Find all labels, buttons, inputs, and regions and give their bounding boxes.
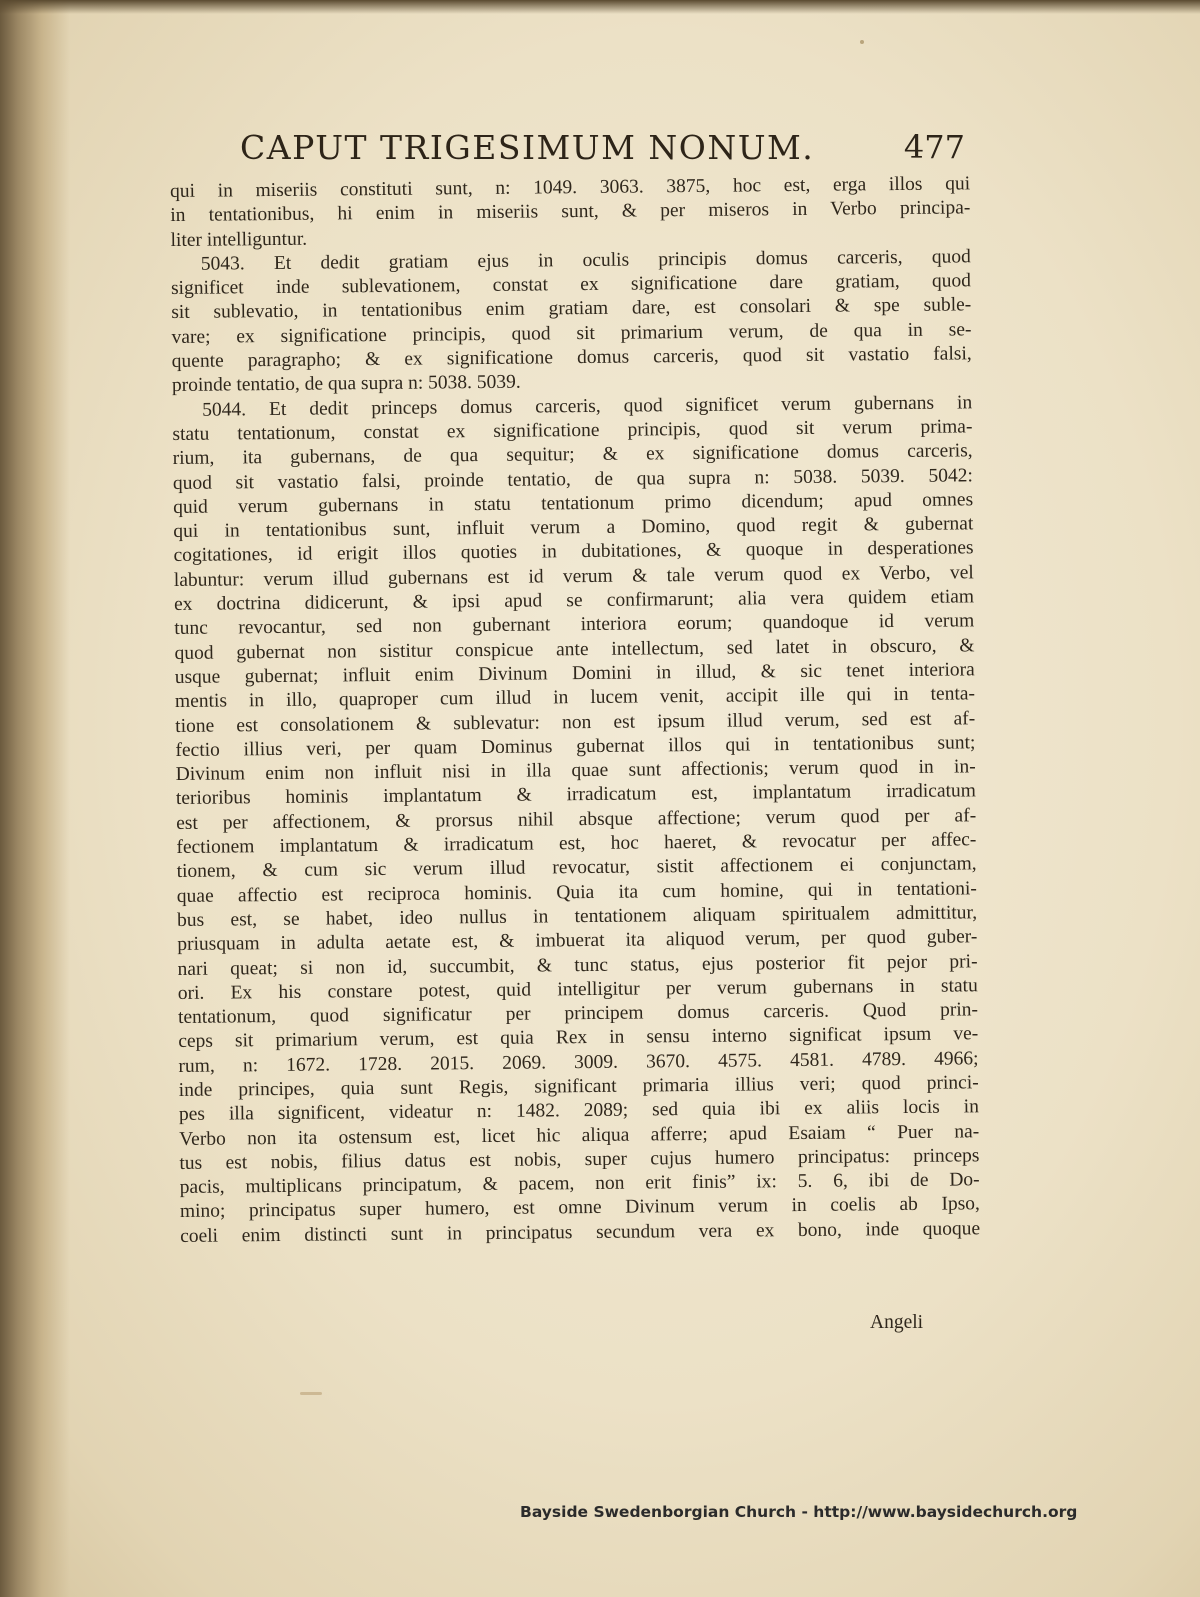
watermark-credit: Bayside Swedenborgian Church - http://www.baysidechurch.org — [520, 1503, 1078, 1521]
text-line: vare; ex significatione principis, quod sit primarium verum, de qua in se- — [171, 319, 972, 348]
text-line: tionem, & cum sic verum illud revocatur, sistit affectionem ei conjunctam, — [176, 853, 977, 883]
paper-spot — [860, 40, 864, 44]
text-line: tus est nobis, filius datus est nobis, super cujus humero principatus: princeps — [179, 1145, 980, 1174]
text-line: priusquam in adulta aetate est, & imbuerat ita aliquod verum, per quod guber- — [177, 926, 978, 956]
text-line: fectio illius veri, per quam Dominus gubernat illos qui in tentationibus sunt; — [175, 732, 976, 761]
text-line: cogitationes, id erigit illos quoties in dubitationes, & quoque in desperationes — [173, 537, 974, 567]
running-title: CAPUT TRIGESIMUM NONUM. — [240, 128, 815, 167]
paragraph-5044-start: 5044. Et dedit princeps domus carceris, quod significet verum gubernans in — [202, 391, 973, 421]
text-line: coeli enim distincti sunt in principatus secundum vera ex bono, inde quoque — [180, 1218, 981, 1247]
text-line: quae affectio est reciproca hominis. Quia ita cum homine, qui in tentationi- — [176, 877, 977, 907]
text-line: est per affectionem, & prorsus nihil absque affectione; verum quod per af- — [176, 805, 977, 834]
page-number: 477 — [903, 128, 965, 166]
text-line: quod gubernat non sistitur conspicue ante intellectum, sed latet in obscuro, & — [174, 634, 975, 664]
text-line: quid verum gubernans in statu tentationum primo dicendum; apud omnes — [173, 489, 974, 518]
text-line: fectionem implantatum & irradicatum est, hoc haeret, & revocatur per affec- — [176, 829, 977, 858]
text-line: inde principes, quia sunt Regis, significant primaria illius veri; quod princi- — [178, 1072, 979, 1101]
text-line: ceps sit primarium verum, est quia Rex in sensu interno significat ipsum ve- — [178, 1023, 979, 1053]
running-header — [150, 128, 965, 178]
text-line: Divinum enim non influit nisi in illa quae sunt affectionis; verum quod in in- — [175, 756, 976, 786]
text-line: quente paragrapho; & ex significatione domus carceris, quod sit vastatio falsi, — [171, 343, 972, 373]
text-line: in tentationibus, hi enim in miseriis sunt, & per miseros in Verbo principa- — [170, 197, 971, 227]
text-line: proinde tentatio, de qua supra n: 5038. 5039. — [171, 372, 521, 397]
text-line: quod sit vastatio falsi, proinde tentatio, de qua supra n: 5038. 5039. 5042: — [172, 464, 973, 494]
text-line: Verbo non ita ostensum est, licet hic aliqua afferre; apud Esaiam “ Puer na- — [179, 1120, 980, 1150]
text-line: rium, ita gubernans, de qua sequitur; & ex significatione domus carceris, — [172, 440, 973, 470]
text-line: rum, n: 1672. 1728. 2015. 2069. 3009. 3670. 4575. 4581. 4789. 4966; — [178, 1047, 979, 1077]
text-line: tunc revocantur, sed non gubernant interiora eorum; quandoque id verum — [174, 610, 975, 640]
text-line: nari queat; si non id, succumbit, & tunc status, ejus posterior fit pejor pri- — [177, 950, 978, 980]
body-text — [170, 172, 980, 1249]
text-line: tentationum, quod significatur per principem domus carceris. Quod prin- — [177, 999, 979, 1029]
text-line: qui in miseriis constituti sunt, n: 1049. 3063. 3875, hoc est, erga illos qui — [170, 173, 971, 202]
text-line: qui in tentationibus sunt, influit verum a Domino, quod regit & gubernat — [173, 513, 974, 543]
text-line: bus est, se habet, ideo nullus in tentationem aliquam spiritualem admittitur, — [177, 902, 978, 931]
text-line: pacis, multiplicans principatum, & pacem, non erit finis” ix: 5. 6, ibi de Do- — [179, 1169, 980, 1199]
text-line: ex doctrina didicerunt, & ipsi apud se confirmarunt; alia vera quidem etiam — [173, 586, 975, 616]
text-line: sit sublevatio, in tentationibus enim gratiam dare, est consolari & spe suble- — [171, 294, 972, 324]
text-line: usque gubernat; influit enim Divinum Domini in illud, & sic tenet interiora — [174, 659, 975, 688]
paragraph-5043-start: 5043. Et dedit gratiam ejus in oculis principis domus carceris, quod — [200, 246, 971, 275]
text-line: pes illa significent, videatur n: 1482. 2089; sed quia ibi ex aliis locis in — [178, 1096, 980, 1126]
text-line: liter intelliguntur. — [170, 228, 308, 251]
binding-gutter-shadow — [0, 0, 70, 1597]
text-line: terioribus hominis implantatum & irradicatum est, implantatum irradicatum — [175, 780, 977, 810]
catchword: Angeli — [870, 1312, 924, 1333]
text-line: mino; principatus super humero, est omne Divinum verum in coelis ab Ipso, — [179, 1193, 980, 1223]
text-line: tione est consolationem & sublevatur: non est ipsum illud verum, sed est af- — [175, 707, 976, 737]
text-line: ori. Ex his constare potest, quid intelligitur per verum gubernans in statu — [177, 975, 978, 1004]
paper-spot — [300, 1392, 322, 1395]
page-top-edge — [0, 0, 1200, 14]
text-line: statu tentationum, constat ex significatione principis, quod sit verum prima- — [172, 416, 973, 445]
text-line: mentis in illo, quaproper cum illud in lucem venit, accipit ille qui in tenta- — [174, 683, 976, 713]
text-line: labuntur: verum illud gubernans est id verum & tale verum quod ex Verbo, vel — [173, 562, 974, 591]
text-line: significet inde sublevationem, constat ex significatione dare gratiam, quod — [170, 270, 972, 300]
